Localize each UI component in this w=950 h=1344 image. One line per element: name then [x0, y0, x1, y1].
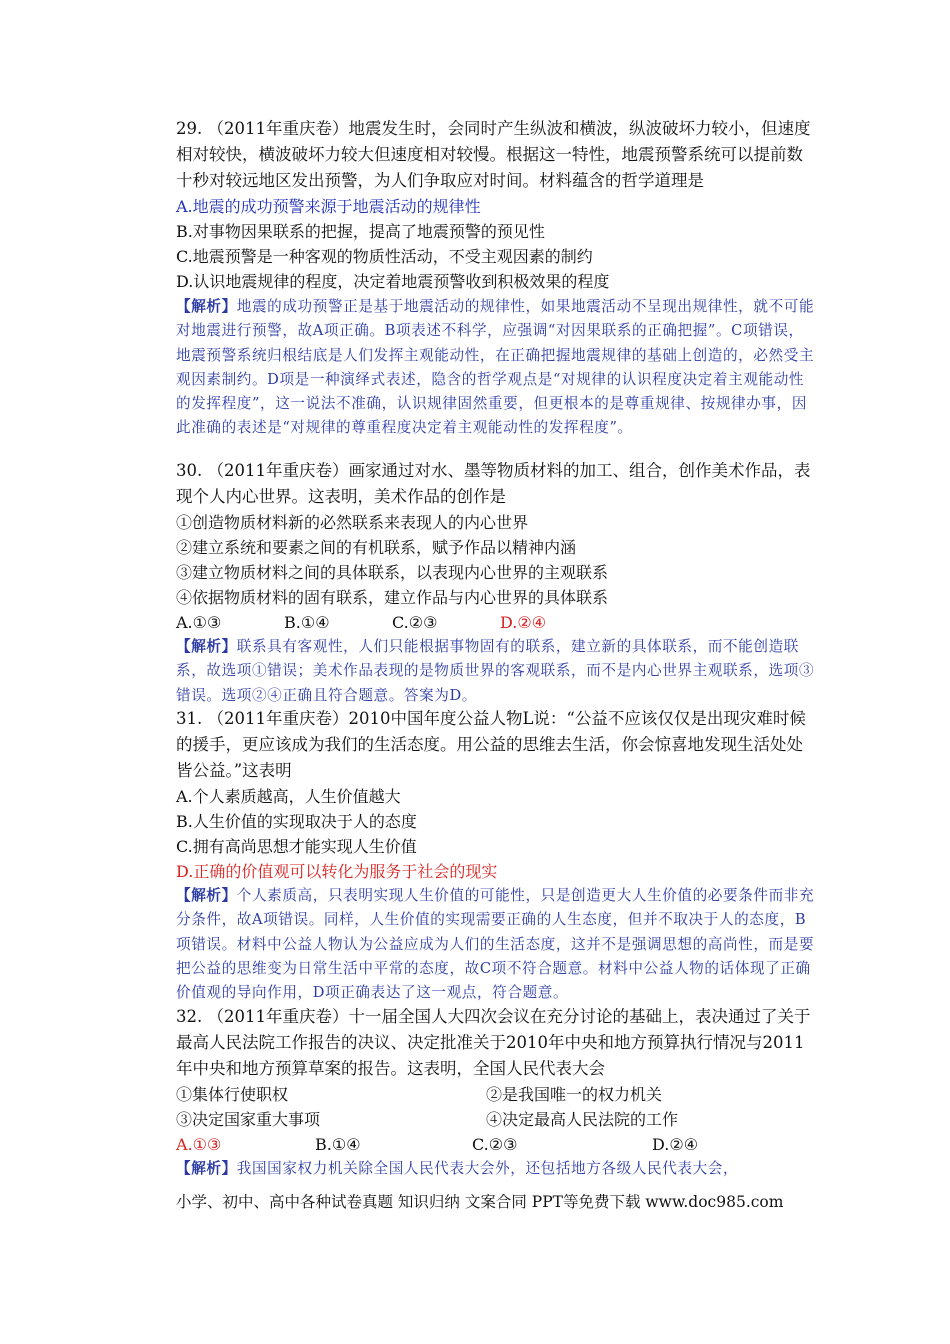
q32-analysis	[176, 1157, 816, 1181]
q31-analysis-text: 个人素质高，只表明实现人生价值的可能性，只是创造更大人生价值的必要条件而非充分条件，故A项错误。同样，人生价值的实现需要正确的人生态度，但并不取决于人的态度，B项错误。材料中公益人物认为公益应成为人们的生活态度，这并不是强调思想的高尚性，而是要把公益的思维变为日常生活中平常的态度，故C项不符合题意。材料中公益人物的话体现了正确价值观的导向作用，D项正确表达了这一观点，符合题意。	[176, 887, 815, 1002]
q32-choice-b: B.①④	[315, 1135, 361, 1154]
q30-analysis-tag: 【解析】	[176, 638, 237, 655]
q31-option-d: D.正确的价值观可以转化为服务于社会的现实	[176, 862, 498, 881]
q31-option-a: A.个人素质越高，人生价值越大	[176, 787, 401, 806]
q32-items-row-2	[176, 1107, 816, 1132]
q30-choices	[176, 610, 816, 635]
q30-analysis	[176, 635, 816, 708]
question-32	[176, 1004, 816, 1181]
q32-choices	[176, 1132, 816, 1157]
q32-item-1: ①集体行使职权	[176, 1085, 289, 1104]
q32-analysis-text: 我国国家权力机关除全国人民代表大会外，还包括地方各级人民代表大会，	[236, 1160, 739, 1177]
q32-choice-c: C.②③	[472, 1135, 518, 1154]
q31-analysis	[176, 884, 816, 1005]
q30-item-1: ①创造物质材料新的必然联系来表现人的内心世界	[176, 513, 529, 532]
q29-option-b: B.对事物因果联系的把握，提高了地震预警的预见性	[176, 222, 545, 241]
question-29-stem: 29. （2011年重庆卷）地震发生时，会同时产生纵波和横波，纵波破坏力较小，但速度相对较快，横波破坏力较大但速度相对较慢。根据这一特性，地震预警系统可以提前数十秒对较远地区发出预警，为人们争取应对时间。材料蕴含的哲学道理是	[176, 119, 811, 190]
q31-option-c: C.拥有高尚思想才能实现人生价值	[176, 837, 417, 856]
q30-analysis-text: 联系具有客观性，人们只能根据事物固有的联系，建立新的具体联系，而不能创造联系，故选项①错误；美术作品表现的是物质世界的客观联系，而不是内心世界主观联系，选项③错误。选项②④正确且符合题意。答案为D。	[176, 638, 815, 704]
q30-choice-c: C.②③	[392, 613, 438, 632]
q32-item-4: ④决定最高人民法院的工作	[486, 1110, 679, 1129]
q30-item-4: ④依据物质材料的固有联系，建立作品与内心世界的具体联系	[176, 588, 609, 607]
q32-choice-d: D.②④	[652, 1135, 699, 1154]
q32-item-3: ③决定国家重大事项	[176, 1110, 321, 1129]
q29-analysis-tag: 【解析】	[176, 298, 237, 315]
question-29	[176, 116, 816, 441]
page-footer: 小学、初中、高中各种试卷真题 知识归纳 文案合同 PPT等免费下载 www.doc985.com	[176, 1193, 784, 1211]
q30-choice-a: A.①③	[176, 613, 222, 632]
question-32-stem: 32. （2011年重庆卷）十一届全国人大四次会议在充分讨论的基础上，表决通过了关于最高人民法院工作报告的决议、决定批准关于2010年中央和地方预算执行情况与2011年中央和地方预算草案的报告。这表明，全国人民代表大会	[176, 1007, 811, 1078]
q29-option-d: D.认识地震规律的程度，决定着地震预警收到积极效果的程度	[176, 272, 610, 291]
q29-analysis	[176, 295, 816, 441]
q29-analysis-text: 地震的成功预警正是基于地震活动的规律性，如果地震活动不呈现出规律性，就不可能对地震进行预警，故A项正确。B项表述不科学，应强调“对因果联系的正确把握”。C项错误，地震预警系统归根结底是人们发挥主观能动性，在正确把握地震规律的基础上创造的，必然受主观因素制约。D项是一种演绎式表述，隐含的哲学观点是“对规律的认识程度决定着主观能动性的发挥程度”，这一说法不准确，认识规律固然重要，但更根本的是尊重规律、按规律办事，因此准确的表述是“对规律的尊重程度决定着主观能动性的发挥程度”。	[176, 298, 815, 437]
q29-option-c: C.地震预警是一种客观的物质性活动，不受主观因素的制约	[176, 247, 593, 266]
q30-choice-b: B.①④	[284, 613, 330, 632]
q32-choice-a: A.①③	[176, 1135, 222, 1154]
question-31-stem: 31. （2011年重庆卷）2010中国年度公益人物L说：“公益不应该仅仅是出现灾难时候的援手，更应该成为我们的生活态度。用公益的思维去生活，你会惊喜地发现生活处处皆公益。”这表明	[176, 709, 806, 780]
q32-items-row-1	[176, 1082, 816, 1107]
q31-analysis-tag: 【解析】	[176, 887, 237, 904]
q32-item-2: ②是我国唯一的权力机关	[486, 1085, 663, 1104]
question-30	[176, 458, 816, 708]
question-30-stem: 30. （2011年重庆卷）画家通过对水、墨等物质材料的加工、组合，创作美术作品，表现个人内心世界。这表明，美术作品的创作是	[176, 461, 811, 506]
q29-option-a: A.地震的成功预警来源于地震活动的规律性	[176, 197, 481, 216]
q31-option-b: B.人生价值的实现取决于人的态度	[176, 812, 417, 831]
q30-choice-d: D.②④	[500, 613, 547, 632]
q32-analysis-tag: 【解析】	[176, 1160, 237, 1177]
q30-item-3: ③建立物质材料之间的具体联系，以表现内心世界的主观联系	[176, 563, 609, 582]
question-31	[176, 706, 816, 1005]
q30-item-2: ②建立系统和要素之间的有机联系，赋予作品以精神内涵	[176, 538, 577, 557]
